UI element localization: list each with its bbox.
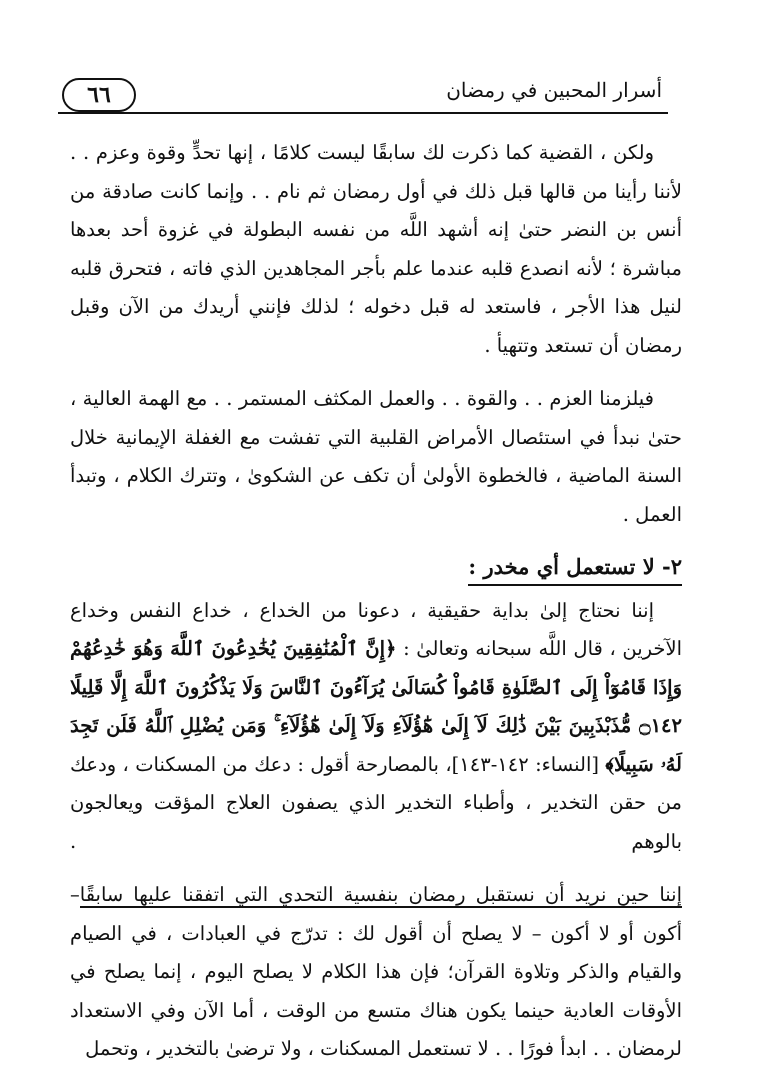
paragraph-4 xyxy=(70,876,682,1069)
page-body xyxy=(70,134,682,1069)
paragraph-2: فيلزمنا العزم . . والقوة . . والعمل المكثف المستمر . . مع الهمة العالية ، حتىٰ نبدأ في استئصال الأمراض القلبية التي تفشت مع الغفلة الإيمانية خلال السنة الماضية ، فالخطوة الأولىٰ أن تكف عن الشكوىٰ ، وتترك الكلام ، وتبدأ العمل . xyxy=(70,387,682,526)
quran-verse: ﴿إِنَّ ٱلْمُنَٰفِقِينَ يُخَٰدِعُونَ ٱللَّهَ وَهُوَ خَٰدِعُهُمْ وَإِذَا قَامُوٓاْ إِلَى ٱلصَّلَوٰةِ قَامُواْ كُسَالَىٰ يُرَآءُونَ ٱلنَّاسَ وَلَا يَذْكُرُونَ ٱللَّهَ إِلَّا قَلِيلًا ۝١٤٢ مُّذَبْذَبِينَ بَيْنَ ذَٰلِكَ لَآ إِلَىٰ هَٰٓؤُلَآءِ وَلَآ إِلَىٰ هَٰٓؤُلَآءِ ۚ وَمَن يُضْلِلِ ٱللَّهُ فَلَن تَجِدَ لَهُۥ سَبِيلًا﴾ xyxy=(70,637,682,776)
paragraph-1: ولكن ، القضية كما ذكرت لك سابقًا ليست كلامًا ، إنها تحدٍّ وقوة وعزم . . لأننا رأينا من قالها قبل ذلك في أول رمضان ثم نام . . وإنما كانت صادقة من أنس بن النضر حتىٰ إنه أشهد اللَّه من نفسه البطولة في غزوة أحد بعدها مباشرة ؛ لأنه انصدع قلبه عندما علم بأجر المجاهدين الذي فاته ، فتحرق قلبه لنيل هذا الأجر ، فاستعد له قبل دخوله ؛ لذلك فإنني أريدك من الآن وقبل رمضان أن تستعد وتتهيأ . xyxy=(70,141,682,357)
paragraph-4-rest: – أكون أو لا أكون – لا يصلح أن أقول لك : تدرّج في العبادات ، في الصيام والقيام والذكر وتلاوة القرآن؛ فإن هذا الكلام لا يصلح اليوم ، إنما يصلح في الأوقات العادية حينما يكون هناك متسع من الوقت ، أما الآن وفي الاستعداد لرمضان . . ابدأ فورًا . . لا تستعمل المسكنات ، ولا ترضىٰ بالتخدير ، وتحمل xyxy=(70,883,682,1060)
paragraph-4-underlined: إننا حين نريد أن نستقبل رمضان بنفسية التحدي التي اتفقنا عليها سابقًا xyxy=(79,883,682,906)
paragraph-3-rest: ، بالمصارحة أقول : دعك من المسكنات ، ودعك من حقن التخدير ، وأطباء التخدير الذي يصفون العلاج المؤقت ويعالجون بالوهم . xyxy=(70,752,682,853)
section-heading: ٢- لا تستعمل أي مخدر : xyxy=(468,552,682,586)
paragraph-3-intro: إننا نحتاج إلىٰ بداية حقيقية ، دعونا من الخداع ، خداع النفس وخداع الآخرين ، قال اللَّه سبحانه وتعالىٰ : xyxy=(70,598,683,660)
paragraph-3 xyxy=(70,592,682,862)
page-number: ٦٦ xyxy=(62,78,136,112)
page-header xyxy=(58,70,668,114)
running-title: أسرار المحبين في رمضان xyxy=(446,78,662,102)
verse-citation: [النساء: ١٤٢-١٤٣] xyxy=(451,752,599,776)
